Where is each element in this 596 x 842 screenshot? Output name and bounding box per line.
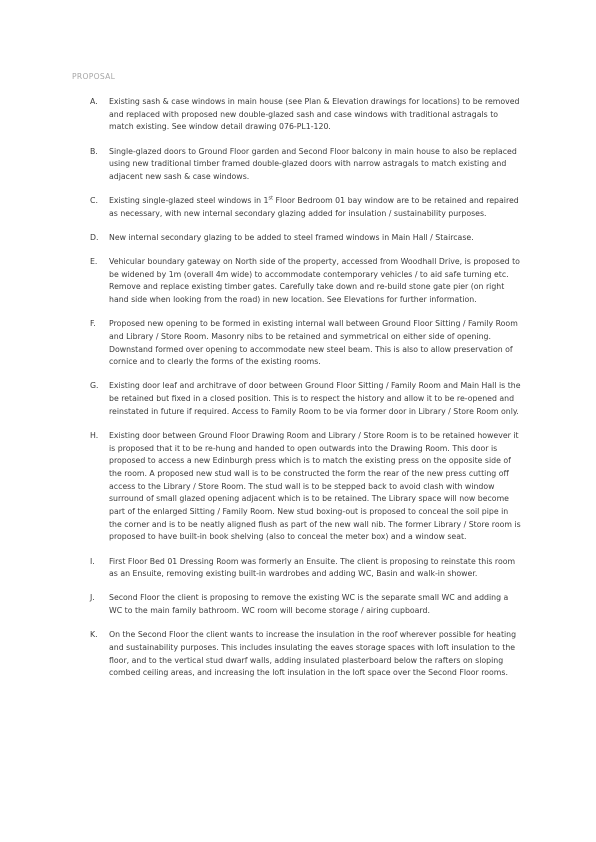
proposal-list xyxy=(90,96,522,691)
item-letter: A. xyxy=(90,97,98,106)
item-text: Single-glazed doors to Ground Floor garden and Second Floor balcony in main house to also be replaced using new traditional timber framed double-glazed doors with narrow astragals to match existing and adjacent new sash & case windows. xyxy=(109,146,517,181)
item-letter: J. xyxy=(90,593,95,603)
item-text: New internal secondary glazing to be added to steel framed windows in Main Hall / Staircase. xyxy=(109,232,474,242)
list-item-e xyxy=(90,256,522,307)
item-text: Second Floor the client is proposing to remove the existing WC is the separate small WC and adding a WC to the main family bathroom. WC room will become storage / airing cupboard. xyxy=(109,593,509,616)
item-text: Vehicular boundary gateway on North side of the property, accessed from Woodhall Drive, is proposed to be widened by 1m (overall 4m wide) to accommodate contemporary vehicles / to aid safe turning etc. Remove and replace existing timber gates. Carefully take down and re-build stone gate pier (on right hand side when looking from the road) in new location. See Elevations for further information. xyxy=(109,256,520,304)
item-text: On the Second Floor the client wants to increase the insulation in the roof wherever possible for heating and sustainability purposes. This includes insulating the eaves storage spaces with loft insulation to the floor, and to the vertical stud dwarf walls, adding insulated plasterboard below the rafters on sloping combed ceiling areas, and increasing the loft insulation in the loft space over the Second Floor rooms. xyxy=(109,630,517,678)
list-item-h xyxy=(90,430,522,544)
list-item-g xyxy=(90,380,522,418)
item-text: First Floor Bed 01 Dressing Room was formerly an Ensuite. The client is proposing to reinstate this room as an Ensuite, removing existing built-in wardrobes and adding WC, Basin and walk-in shower. xyxy=(109,556,516,579)
item-letter: G. xyxy=(90,381,99,391)
list-item-c xyxy=(90,195,522,220)
list-item-k xyxy=(90,629,522,680)
item-letter: I. xyxy=(90,556,95,566)
item-text-part: Floor Bedroom 01 bay window are to be retained and repaired as necessary, with new internal secondary glazing added for insulation / sustainability purposes. xyxy=(109,196,519,218)
item-letter: F. xyxy=(90,319,96,329)
item-text-part: Existing single-glazed steel windows in 1 xyxy=(109,196,269,205)
item-letter: D. xyxy=(90,232,99,242)
list-item-i xyxy=(90,556,522,581)
item-letter: K. xyxy=(90,630,98,640)
item-text: Existing door between Ground Floor Drawing Room and Library / Store Room is to be retained however it is proposed that it to be re-hung and handed to open outwards into the Drawing Room. This door is proposed to access a new Edinburgh press which is to match the existing press on the opposite side of the room. A proposed new stud wall is to be constructed the form the rear of the new press cutting off access to the Library / Store Room. The stud wall is to be stepped back to avoid clash with window surround of small glazed opening adjacent which is to be retained. The Library space will now become part of the enlarged Sitting / Family Room. New stud boxing-out is proposed to conceal the soil pipe in the corner and is to be neatly aligned flush as part of the new wall nib. The former Library / Store room is proposed to have built-in book shelving (also to conceal the meter box) and a window seat. xyxy=(109,430,521,542)
item-text: Existing door leaf and architrave of door between Ground Floor Sitting / Family Room and Main Hall is the be retained but fixed in a closed position. This is to respect the history and allow it to be re-opened and reinstated in future if required. Access to Family Room to be via former door in Library / Store Room only. xyxy=(109,381,521,416)
item-letter: C. xyxy=(90,196,98,205)
item-letter: B. xyxy=(90,146,98,156)
item-letter: H. xyxy=(90,430,99,440)
list-item-a xyxy=(90,96,522,134)
item-text xyxy=(109,195,522,220)
ordinal-suffix: st xyxy=(268,195,274,202)
item-text: Existing sash & case windows in main house (see Plan & Elevation drawings for locations) to be removed and replaced with proposed new double-glazed sash and case windows with traditional astragals to match existing. See window detail drawing 076-PL1-120. xyxy=(109,97,520,132)
item-text: Proposed new opening to be formed in existing internal wall between Ground Floor Sitting / Family Room and Library / Store Room. Masonry nibs to be retained and symmetrical on either side of opening. Downstand formed over opening to accommodate new steel beam. This is also to allow preservation of cornice and to clearly the forms of the existing rooms. xyxy=(109,319,518,367)
section-heading: PROPOSAL xyxy=(72,72,116,81)
list-item-j xyxy=(90,592,522,617)
list-item-f xyxy=(90,318,522,369)
list-item-b xyxy=(90,146,522,184)
item-letter: E. xyxy=(90,256,98,266)
list-item-d xyxy=(90,232,522,245)
